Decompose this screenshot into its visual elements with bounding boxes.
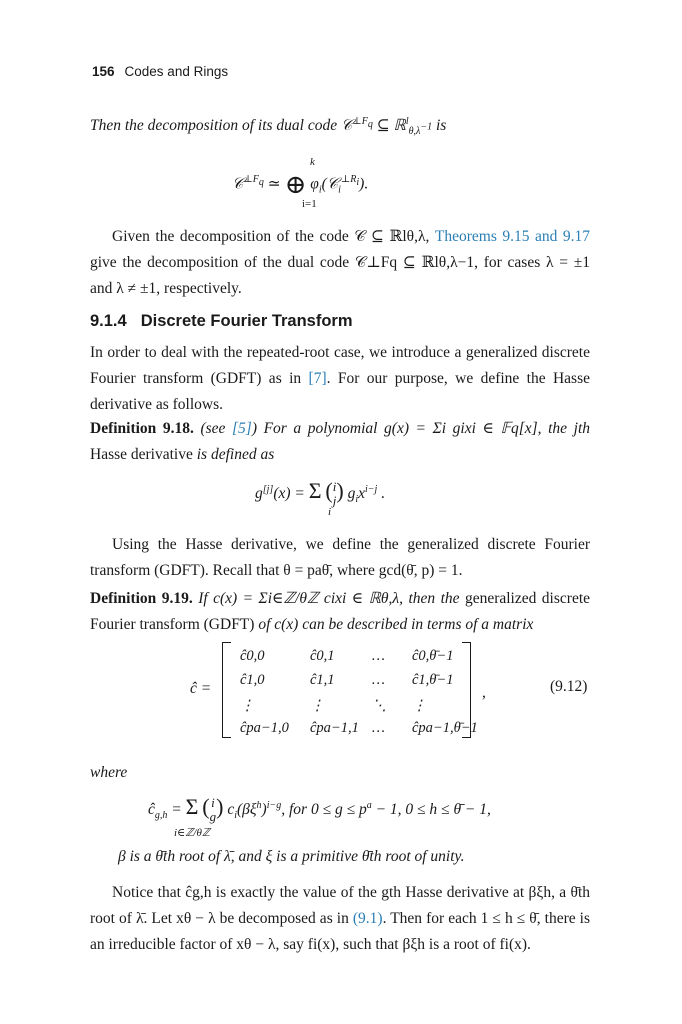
def-9-19-text-a: If c(x) = Σi∈ℤ/θℤ cixi ∈ ℝθ,λ, then the bbox=[198, 590, 460, 607]
matrix-cell: ĉ1,0 bbox=[240, 672, 265, 688]
intro-text: Then the decomposition of its dual code bbox=[90, 117, 338, 134]
matrix-cell: ĉ0,1 bbox=[310, 648, 335, 664]
gdft-matrix bbox=[190, 642, 486, 738]
matrix-cell: ĉ1,θ̄−1 bbox=[412, 672, 454, 688]
ref-7-link[interactable]: [7] bbox=[308, 370, 327, 387]
intro-line: Then the decomposition of its dual code 𝒞$^{\perp F_q}$ ⊆ ℝ$^l_{\theta,\lambda^{-1}}$ is bbox=[90, 115, 447, 138]
section-number: 9.1.4 bbox=[90, 312, 127, 330]
matrix-cell: ⋮ bbox=[240, 698, 255, 714]
ref-9-1-link[interactable]: (9.1) bbox=[352, 910, 383, 927]
eq3-sum-index: i∈ℤ/θℤ bbox=[174, 827, 211, 839]
def-9-19-label: Definition 9.19. bbox=[90, 590, 193, 607]
eq3-body: $ĉ_{g,h} = \Sigma$ (i g) $c_i(\beta\xi^h)^{i-g}$, for $0 \le g \le p^a - 1$, 0 ≤ h ≤ θ̄ − 1, bbox=[148, 794, 491, 825]
paragraph-1 bbox=[90, 224, 590, 302]
def-9-19-term-b: Fourier transform (GDFT) bbox=[90, 616, 255, 633]
section-heading bbox=[90, 312, 353, 331]
p1-text-b: give the decomposition of the dual code 𝒞⊥Fq ⊆ ℝlθ,λ−1, for cases λ = ±1 and λ ≠ ±1, respectively. bbox=[90, 254, 590, 297]
definition-9-18 bbox=[90, 416, 590, 468]
eq3-binom-top: i bbox=[211, 795, 215, 811]
matrix-cell: ⋮ bbox=[412, 698, 427, 714]
eq1-body: 𝒞$^{\perp F_q}$ ≃ ⊕ $\varphi_i(𝒞_i^{\perp R_i})$. bbox=[232, 170, 369, 199]
paragraph-3: Using the Hasse derivative, we define the generalized discrete Fourier transform (GDFT). Recall that θ = paθ̄, where gcd(θ̄, p) = 1. bbox=[90, 536, 590, 579]
matrix-cell: … bbox=[372, 720, 385, 736]
matrix-cell: ĉpa−1,1 bbox=[310, 720, 359, 736]
eq1-lower-limit: i=1 bbox=[302, 198, 317, 210]
running-head bbox=[92, 64, 228, 79]
def-9-18-text-b: ) For a polynomial g(x) = Σi gixi ∈ 𝔽q[x], the jth bbox=[251, 420, 591, 437]
matrix-comma: , bbox=[482, 684, 486, 701]
section-title: Discrete Fourier Transform bbox=[140, 312, 353, 330]
intro-text-end: is bbox=[435, 117, 447, 134]
eq3-binom-bottom: g bbox=[209, 809, 217, 825]
eq2-binom-top: i bbox=[332, 479, 337, 495]
p2-text-a: In order to deal with the repeated-root case, we introduce a generalized discrete Fourier transform (GDFT) as in bbox=[90, 344, 590, 387]
matrix-cell: ĉ1,1 bbox=[310, 672, 335, 688]
def-9-18-text-a: (see bbox=[200, 420, 226, 437]
p1-text-a: Given the decomposition of the code 𝒞 ⊆ ℝlθ,λ, bbox=[112, 228, 430, 245]
p4-text-a: Notice that ĉg,h is exactly the value of the gth Hasse derivative at βξh, a θ̄th root of λ̄. Let xθ − λ be decomposed as in bbox=[90, 884, 590, 927]
def-9-19-text-b: of c(x) can be described in terms of a matrix bbox=[258, 616, 534, 633]
matrix-cell: ĉpa−1,0 bbox=[240, 720, 289, 736]
link-theorems-9-15-9-17[interactable]: Theorems 9.15 and 9.17 bbox=[434, 228, 591, 245]
running-title: Codes and Rings bbox=[124, 64, 229, 79]
matrix-cell: … bbox=[372, 648, 385, 664]
equation-number: (9.12) bbox=[550, 678, 588, 695]
eq2-sum-index: i bbox=[328, 506, 332, 518]
where-label: where bbox=[90, 764, 128, 781]
matrix-cell: ĉ0,0 bbox=[240, 648, 265, 664]
matrix-cell: ⋮ bbox=[310, 698, 325, 714]
def-9-18-term: Hasse derivative bbox=[90, 446, 193, 463]
p2-text-b: . For our purpose, we define the Hasse derivative as follows. bbox=[90, 370, 590, 413]
matrix-lhs: ĉ = bbox=[190, 680, 212, 697]
definition-9-19 bbox=[90, 586, 590, 638]
ref-5-link[interactable]: [5] bbox=[232, 420, 252, 437]
eq1-upper-limit: k bbox=[310, 156, 315, 168]
eq2-binom-bottom: j bbox=[332, 493, 337, 509]
eq2-body: g[j](x) = Σ (i j) $g_ix^{i-j}$ . bbox=[255, 478, 386, 509]
paragraph-4 bbox=[90, 880, 590, 958]
beta-statement: β is a θ̄th root of λ̄, and ξ is a primitive θ̄th root of unity. bbox=[118, 848, 465, 865]
matrix-cell: ĉ0,θ̄−1 bbox=[412, 648, 454, 664]
def-9-18-text-c: is defined as bbox=[196, 446, 275, 463]
matrix-left-bracket bbox=[222, 642, 231, 738]
p4-text-b: . Then for each 1 ≤ h ≤ θ̄, there is an irreducible factor of xθ − λ, say fi(x), such that βξh is a root of fi(x). bbox=[90, 910, 590, 953]
matrix-cell: ⋱ bbox=[372, 698, 387, 714]
matrix-cell: ĉpa−1,θ̄−1 bbox=[412, 720, 478, 736]
def-9-18-label: Definition 9.18. bbox=[90, 420, 194, 437]
page-number: 156 bbox=[92, 64, 115, 79]
def-9-19-term-a: generalized discrete bbox=[464, 590, 591, 607]
matrix-cell: … bbox=[372, 672, 385, 688]
paragraph-2 bbox=[90, 340, 590, 418]
